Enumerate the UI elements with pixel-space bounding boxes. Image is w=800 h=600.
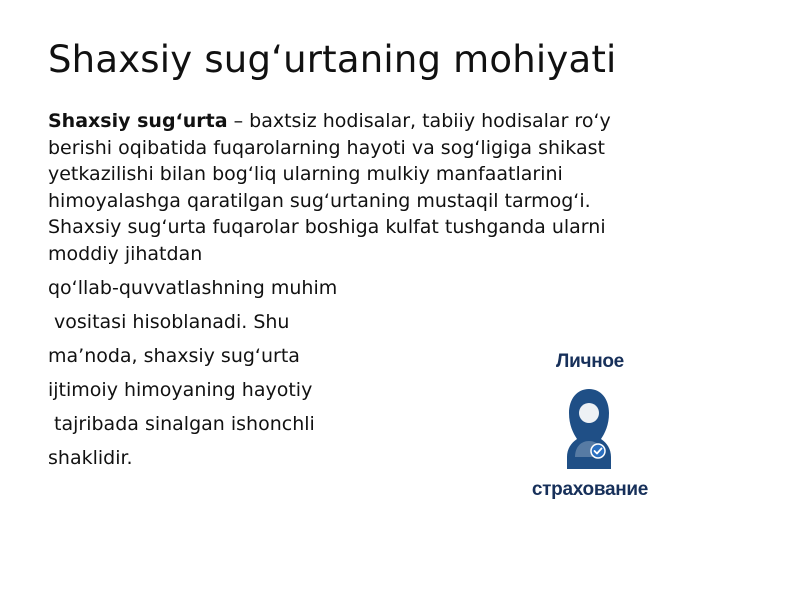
body-line: ijtimoiy himoyaning hayotiy <box>48 378 313 401</box>
body-line: vositasi hisoblanadi. Shu <box>48 310 290 333</box>
body-line: shaklidir. <box>48 446 133 469</box>
body-line: tajribada sinalgan ishonchli <box>48 412 315 435</box>
person-shield-check-icon <box>565 387 613 471</box>
body-line: qo‘llab-quvvatlashning muhim <box>48 276 338 299</box>
intro-paragraph <box>48 108 668 267</box>
intro-definition: – baxtsiz hodisalar, tabiiy hodisalar ro‘y berishi oqibatida fuqarolarning hayoti va sog‘ligiga shikast yetkazilishi bilan bog‘liq ularning mulkiy manfaatlarini himoyalashga qaratilgan sug‘urtaning mustaqil tarmog‘i. Shaxsiy sug‘urta fuqarolar boshiga kulfat tushganda ularni moddiy jihatdan <box>48 110 611 265</box>
logo-bottom-text: страхование <box>531 479 649 500</box>
body-line: ma’noda, shaxsiy sug‘urta <box>48 344 300 367</box>
intro-term: Shaxsiy sug‘urta <box>48 110 228 132</box>
logo-top-text: Личное <box>556 351 624 372</box>
personal-insurance-logo <box>525 345 655 505</box>
slide-title: Shaxsiy sug‘urtaning mohiyati <box>48 38 617 81</box>
